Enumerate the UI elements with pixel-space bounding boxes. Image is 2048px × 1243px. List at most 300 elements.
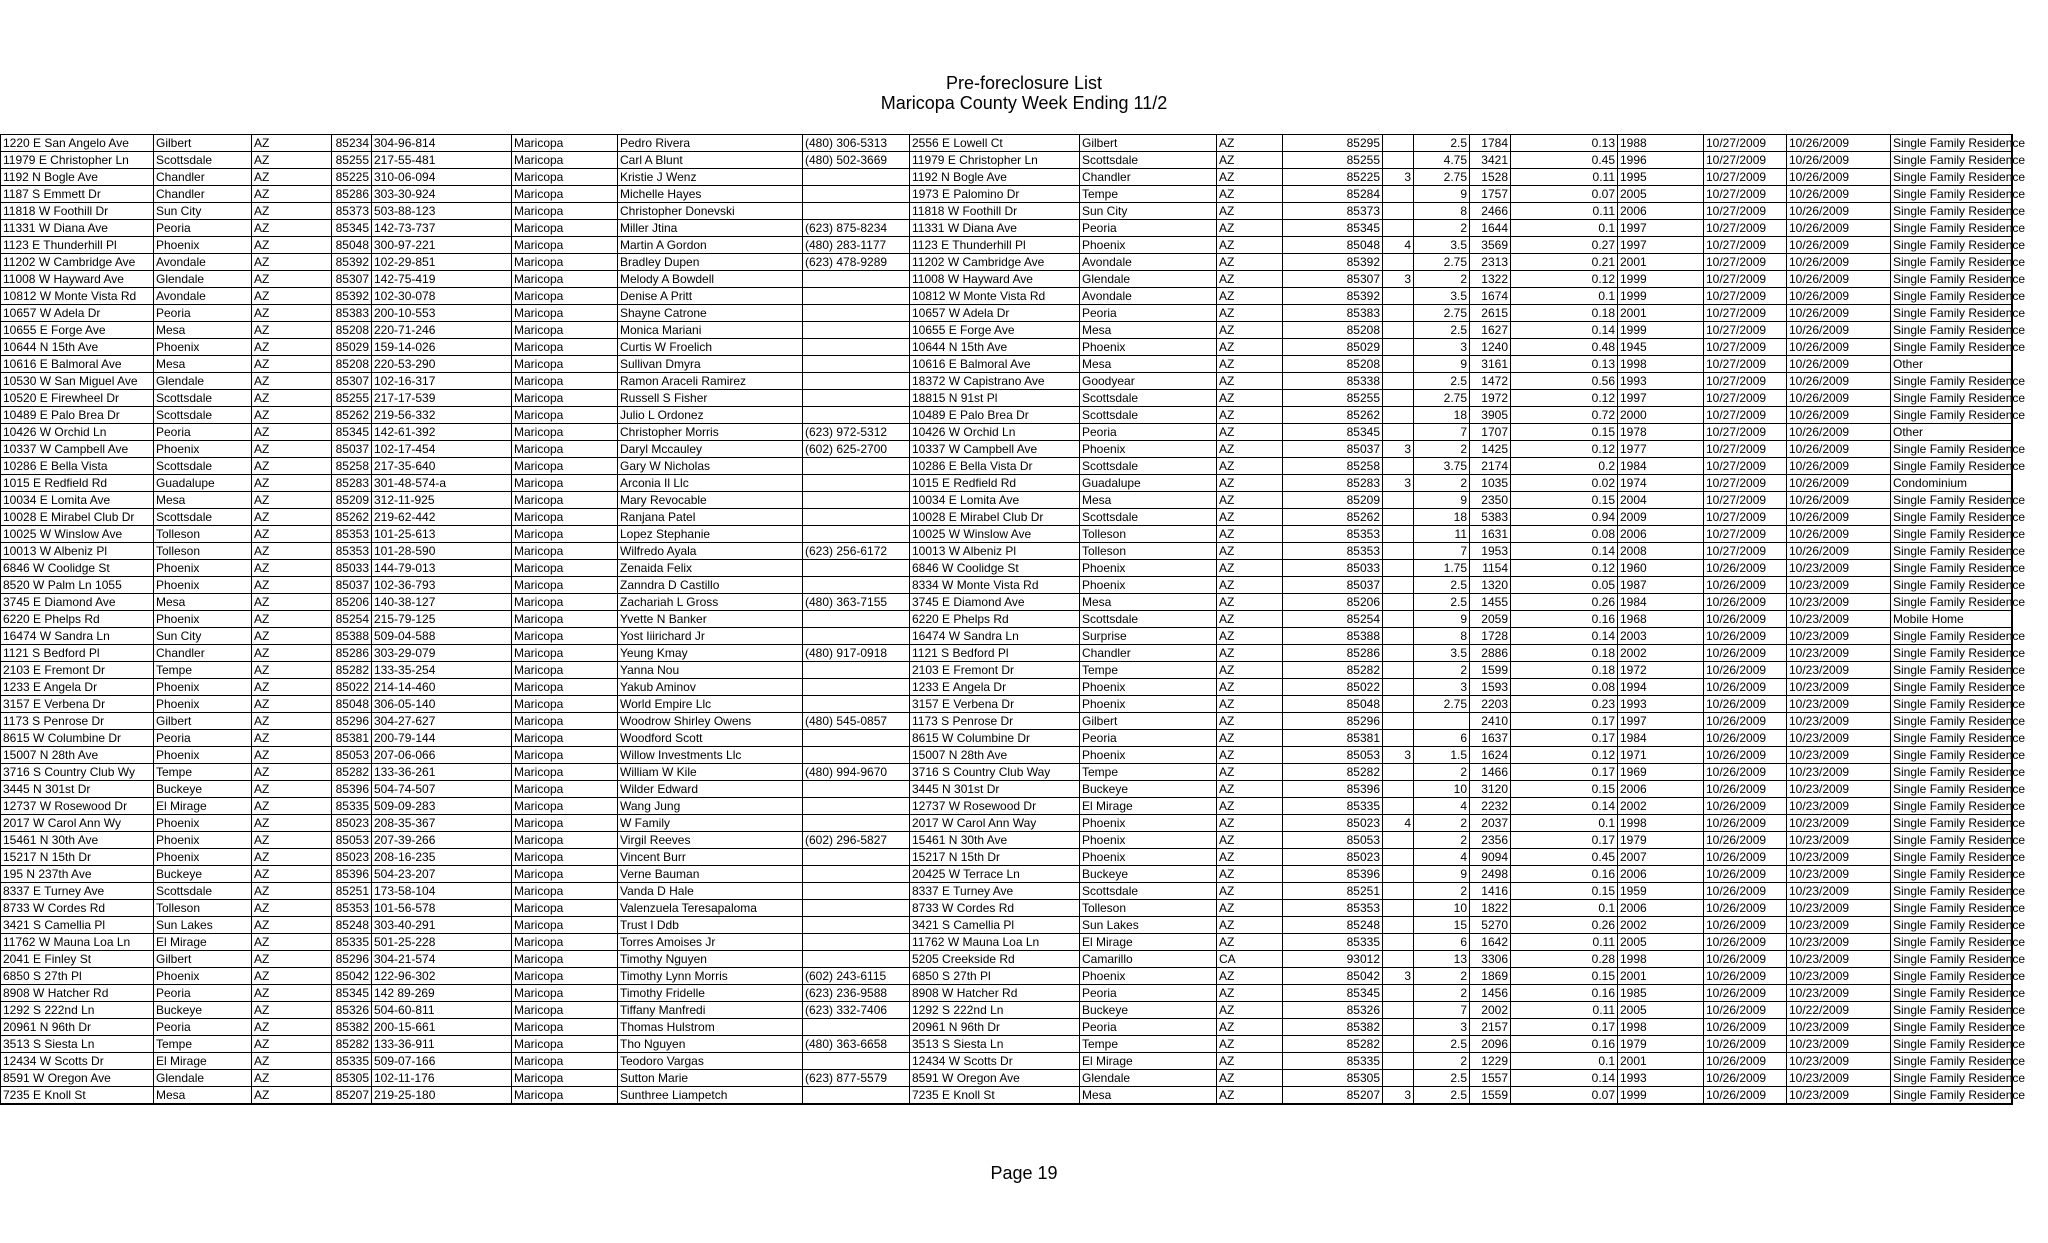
cell-owner-name: Christopher Morris [618, 424, 803, 441]
cell-parcel-number: 303-29-079 [372, 645, 512, 662]
cell-owner-phone: (623) 877-5579 [803, 1070, 910, 1087]
cell-owner-phone: (623) 478-9289 [803, 254, 910, 271]
table-row [1, 985, 2012, 1002]
cell-mailing-zip: 85326 [1283, 1002, 1383, 1019]
cell-owner-name: Zanndra D Castillo [618, 577, 803, 594]
cell-square-feet: 2157 [1470, 1019, 1511, 1036]
cell-bathrooms: 15 [1414, 917, 1470, 934]
page-title: Pre-foreclosure List [945, 73, 1103, 93]
cell-property-address: 12737 W Rosewood Dr [1, 798, 154, 815]
cell-filed-date: 10/23/2009 [1787, 849, 1891, 866]
cell-mailing-state: AZ [1217, 441, 1283, 458]
cell-mailing-address: 1233 E Angela Dr [910, 679, 1080, 696]
cell-bedrooms [1383, 339, 1414, 356]
cell-property-zip: 85248 [332, 917, 372, 934]
cell-mailing-address: 10013 W Albeniz Pl [910, 543, 1080, 560]
cell-county: Maricopa [512, 798, 618, 815]
cell-parcel-number: 101-56-578 [372, 900, 512, 917]
cell-property-address: 10657 W Adela Dr [1, 305, 154, 322]
cell-property-zip: 85345 [332, 424, 372, 441]
cell-property-state: AZ [252, 407, 332, 424]
cell-mailing-state: AZ [1217, 373, 1283, 390]
cell-owner-name: Trust I Ddb [618, 917, 803, 934]
cell-year-built: 1985 [1618, 985, 1704, 1002]
cell-recorded-date: 10/27/2009 [1704, 135, 1787, 152]
cell-owner-name: Yost Iiirichard Jr [618, 628, 803, 645]
cell-filed-date: 10/23/2009 [1787, 934, 1891, 951]
cell-bathrooms: 2 [1414, 220, 1470, 237]
cell-owner-name: Zenaida Felix [618, 560, 803, 577]
preforeclosure-table [0, 134, 2026, 1105]
cell-property-type: Single Family Residence [1891, 1087, 2012, 1105]
cell-parcel-number: 142-61-392 [372, 424, 512, 441]
cell-owner-name: Wang Jung [618, 798, 803, 815]
cell-parcel-number: 122-96-302 [372, 968, 512, 985]
cell-property-state: AZ [252, 458, 332, 475]
cell-parcel-number: 140-38-127 [372, 594, 512, 611]
cell-owner-name: Torres Amoises Jr [618, 934, 803, 951]
cell-filed-date: 10/26/2009 [1787, 169, 1891, 186]
cell-property-city: Buckeye [154, 781, 252, 798]
cell-county: Maricopa [512, 509, 618, 526]
cell-square-feet: 1472 [1470, 373, 1511, 390]
cell-property-address: 8337 E Turney Ave [1, 883, 154, 900]
cell-recorded-date: 10/27/2009 [1704, 271, 1787, 288]
cell-owner-phone: (623) 875-8234 [803, 220, 910, 237]
cell-owner-name: Gary W Nicholas [618, 458, 803, 475]
cell-property-city: Sun Lakes [154, 917, 252, 934]
cell-year-built: 1999 [1618, 271, 1704, 288]
cell-property-address: 11762 W Mauna Loa Ln [1, 934, 154, 951]
cell-property-state: AZ [252, 1070, 332, 1087]
cell-property-address: 6846 W Coolidge St [1, 560, 154, 577]
cell-parcel-number: 304-27-627 [372, 713, 512, 730]
cell-property-zip: 85234 [332, 135, 372, 152]
cell-bedrooms [1383, 305, 1414, 322]
cell-property-address: 1015 E Redfield Rd [1, 475, 154, 492]
cell-recorded-date: 10/26/2009 [1704, 968, 1787, 985]
cell-property-state: AZ [252, 356, 332, 373]
cell-bedrooms [1383, 1036, 1414, 1053]
cell-property-city: Phoenix [154, 849, 252, 866]
cell-mailing-zip: 85023 [1283, 849, 1383, 866]
cell-property-zip: 85286 [332, 186, 372, 203]
cell-bathrooms: 10 [1414, 781, 1470, 798]
table-row [1, 492, 2012, 509]
cell-county: Maricopa [512, 458, 618, 475]
cell-bedrooms [1383, 781, 1414, 798]
cell-square-feet: 2203 [1470, 696, 1511, 713]
cell-property-state: AZ [252, 917, 332, 934]
cell-owner-phone: (480) 502-3669 [803, 152, 910, 169]
cell-lot-acres: 0.1 [1511, 1053, 1618, 1070]
cell-property-type: Single Family Residence [1891, 339, 2012, 356]
table-row [1, 220, 2012, 237]
cell-lot-acres: 0.45 [1511, 152, 1618, 169]
cell-recorded-date: 10/26/2009 [1704, 1087, 1787, 1105]
cell-owner-name: Monica Mariani [618, 322, 803, 339]
cell-mailing-zip: 85022 [1283, 679, 1383, 696]
cell-county: Maricopa [512, 866, 618, 883]
cell-mailing-state: AZ [1217, 968, 1283, 985]
cell-bathrooms: 2.75 [1414, 254, 1470, 271]
cell-mailing-city: Phoenix [1080, 441, 1217, 458]
cell-property-type: Single Family Residence [1891, 237, 2012, 254]
cell-mailing-address: 3716 S Country Club Way [910, 764, 1080, 781]
cell-mailing-address: 1015 E Redfield Rd [910, 475, 1080, 492]
cell-property-state: AZ [252, 628, 332, 645]
cell-square-feet: 1320 [1470, 577, 1511, 594]
cell-recorded-date: 10/26/2009 [1704, 1053, 1787, 1070]
cell-property-state: AZ [252, 509, 332, 526]
cell-owner-phone [803, 390, 910, 407]
cell-bedrooms [1383, 1070, 1414, 1087]
cell-bedrooms [1383, 492, 1414, 509]
cell-year-built: 1998 [1618, 356, 1704, 373]
cell-mailing-zip: 85296 [1283, 713, 1383, 730]
cell-lot-acres: 0.48 [1511, 339, 1618, 356]
cell-owner-phone: (623) 236-9588 [803, 985, 910, 1002]
cell-mailing-state: AZ [1217, 747, 1283, 764]
cell-filed-date: 10/23/2009 [1787, 832, 1891, 849]
cell-mailing-state: AZ [1217, 407, 1283, 424]
cell-property-type: Single Family Residence [1891, 1019, 2012, 1036]
cell-property-type: Single Family Residence [1891, 781, 2012, 798]
cell-bathrooms: 9 [1414, 492, 1470, 509]
cell-property-state: AZ [252, 475, 332, 492]
cell-property-zip: 85033 [332, 560, 372, 577]
cell-property-state: AZ [252, 900, 332, 917]
cell-property-zip: 85037 [332, 441, 372, 458]
table-row [1, 1070, 2012, 1087]
cell-owner-phone [803, 322, 910, 339]
cell-county: Maricopa [512, 730, 618, 747]
cell-mailing-city: Phoenix [1080, 339, 1217, 356]
cell-property-type: Single Family Residence [1891, 815, 2012, 832]
cell-county: Maricopa [512, 305, 618, 322]
cell-parcel-number: 215-79-125 [372, 611, 512, 628]
cell-property-zip: 85207 [332, 1087, 372, 1105]
cell-county: Maricopa [512, 526, 618, 543]
cell-square-feet: 1425 [1470, 441, 1511, 458]
cell-owner-name: Curtis W Froelich [618, 339, 803, 356]
cell-mailing-city: Tempe [1080, 186, 1217, 203]
cell-bedrooms [1383, 203, 1414, 220]
table-row [1, 526, 2012, 543]
cell-square-feet: 1557 [1470, 1070, 1511, 1087]
cell-mailing-address: 8337 E Turney Ave [910, 883, 1080, 900]
cell-property-address: 195 N 237th Ave [1, 866, 154, 883]
cell-bedrooms [1383, 934, 1414, 951]
cell-mailing-city: Phoenix [1080, 968, 1217, 985]
cell-filed-date: 10/26/2009 [1787, 322, 1891, 339]
cell-property-city: Tolleson [154, 900, 252, 917]
cell-recorded-date: 10/27/2009 [1704, 356, 1787, 373]
table-row [1, 475, 2012, 492]
cell-mailing-address: 5205 Creekside Rd [910, 951, 1080, 968]
cell-property-type: Single Family Residence [1891, 492, 2012, 509]
cell-mailing-state: AZ [1217, 1002, 1283, 1019]
table-row [1, 594, 2012, 611]
cell-square-feet: 3905 [1470, 407, 1511, 424]
cell-bathrooms: 3 [1414, 679, 1470, 696]
cell-mailing-city: Gilbert [1080, 713, 1217, 730]
cell-bedrooms [1383, 1002, 1414, 1019]
cell-owner-name: Yvette N Banker [618, 611, 803, 628]
cell-mailing-zip: 85207 [1283, 1087, 1383, 1105]
cell-property-address: 11008 W Hayward Ave [1, 271, 154, 288]
cell-square-feet: 2059 [1470, 611, 1511, 628]
cell-mailing-state: AZ [1217, 458, 1283, 475]
cell-property-zip: 85335 [332, 798, 372, 815]
cell-owner-phone [803, 526, 910, 543]
cell-filed-date: 10/23/2009 [1787, 747, 1891, 764]
cell-owner-name: Shayne Catrone [618, 305, 803, 322]
cell-filed-date: 10/26/2009 [1787, 390, 1891, 407]
cell-property-type: Single Family Residence [1891, 152, 2012, 169]
cell-parcel-number: 102-11-176 [372, 1070, 512, 1087]
table-row [1, 934, 2012, 951]
cell-lot-acres: 0.15 [1511, 968, 1618, 985]
cell-property-city: Phoenix [154, 968, 252, 985]
cell-property-state: AZ [252, 696, 332, 713]
cell-property-address: 20961 N 96th Dr [1, 1019, 154, 1036]
cell-bathrooms: 2.5 [1414, 577, 1470, 594]
cell-owner-name: Thomas Hulstrom [618, 1019, 803, 1036]
cell-bedrooms [1383, 509, 1414, 526]
cell-mailing-zip: 85048 [1283, 237, 1383, 254]
cell-bathrooms: 9 [1414, 356, 1470, 373]
cell-mailing-state: AZ [1217, 560, 1283, 577]
cell-recorded-date: 10/26/2009 [1704, 696, 1787, 713]
cell-property-address: 2103 E Fremont Dr [1, 662, 154, 679]
cell-lot-acres: 0.14 [1511, 798, 1618, 815]
table-row [1, 611, 2012, 628]
cell-property-state: AZ [252, 373, 332, 390]
cell-county: Maricopa [512, 696, 618, 713]
cell-owner-phone [803, 1019, 910, 1036]
cell-year-built: 1974 [1618, 475, 1704, 492]
cell-parcel-number: 173-58-104 [372, 883, 512, 900]
cell-mailing-state: AZ [1217, 764, 1283, 781]
cell-owner-name: Vincent Burr [618, 849, 803, 866]
cell-bathrooms: 2 [1414, 815, 1470, 832]
cell-county: Maricopa [512, 288, 618, 305]
cell-filed-date: 10/26/2009 [1787, 543, 1891, 560]
cell-mailing-address: 1123 E Thunderhill Pl [910, 237, 1080, 254]
cell-parcel-number: 219-25-180 [372, 1087, 512, 1105]
cell-property-address: 2041 E Finley St [1, 951, 154, 968]
cell-owner-name: Mary Revocable [618, 492, 803, 509]
cell-recorded-date: 10/27/2009 [1704, 407, 1787, 424]
cell-square-feet: 1624 [1470, 747, 1511, 764]
cell-bedrooms [1383, 560, 1414, 577]
cell-square-feet: 2002 [1470, 1002, 1511, 1019]
cell-property-state: AZ [252, 645, 332, 662]
table-row [1, 543, 2012, 560]
cell-property-type: Single Family Residence [1891, 730, 2012, 747]
cell-year-built: 1998 [1618, 1019, 1704, 1036]
cell-bedrooms [1383, 628, 1414, 645]
cell-mailing-zip: 85373 [1283, 203, 1383, 220]
cell-property-state: AZ [252, 237, 332, 254]
cell-mailing-state: AZ [1217, 781, 1283, 798]
cell-year-built: 2006 [1618, 526, 1704, 543]
cell-recorded-date: 10/26/2009 [1704, 1019, 1787, 1036]
cell-filed-date: 10/23/2009 [1787, 628, 1891, 645]
cell-bedrooms [1383, 866, 1414, 883]
cell-lot-acres: 0.17 [1511, 730, 1618, 747]
cell-county: Maricopa [512, 441, 618, 458]
cell-mailing-zip: 85053 [1283, 832, 1383, 849]
cell-county: Maricopa [512, 237, 618, 254]
cell-bathrooms: 8 [1414, 203, 1470, 220]
cell-mailing-city: Phoenix [1080, 696, 1217, 713]
cell-property-zip: 85262 [332, 509, 372, 526]
cell-property-address: 3421 S Camellia Pl [1, 917, 154, 934]
cell-property-city: Phoenix [154, 237, 252, 254]
cell-property-type: Single Family Residence [1891, 1053, 2012, 1070]
cell-mailing-state: AZ [1217, 866, 1283, 883]
cell-owner-phone [803, 1087, 910, 1105]
cell-county: Maricopa [512, 917, 618, 934]
cell-mailing-address: 10025 W Winslow Ave [910, 526, 1080, 543]
cell-property-zip: 85053 [332, 747, 372, 764]
cell-year-built: 1998 [1618, 815, 1704, 832]
cell-mailing-zip: 85208 [1283, 356, 1383, 373]
cell-mailing-address: 12737 W Rosewood Dr [910, 798, 1080, 815]
cell-year-built: 1945 [1618, 339, 1704, 356]
cell-square-feet: 2356 [1470, 832, 1511, 849]
cell-lot-acres: 0.12 [1511, 441, 1618, 458]
cell-bedrooms [1383, 849, 1414, 866]
cell-property-zip: 85392 [332, 288, 372, 305]
cell-lot-acres: 0.12 [1511, 271, 1618, 288]
cell-lot-acres: 0.17 [1511, 1019, 1618, 1036]
cell-property-address: 10025 W Winslow Ave [1, 526, 154, 543]
cell-bathrooms: 10 [1414, 900, 1470, 917]
cell-property-address: 10034 E Lomita Ave [1, 492, 154, 509]
cell-property-city: Sun City [154, 628, 252, 645]
cell-owner-name: Christopher Donevski [618, 203, 803, 220]
cell-year-built: 1997 [1618, 237, 1704, 254]
cell-lot-acres: 0.1 [1511, 288, 1618, 305]
cell-square-feet: 1631 [1470, 526, 1511, 543]
cell-property-state: AZ [252, 322, 332, 339]
cell-property-city: Phoenix [154, 815, 252, 832]
cell-year-built: 2006 [1618, 781, 1704, 798]
cell-bedrooms [1383, 1019, 1414, 1036]
cell-mailing-city: Gilbert [1080, 135, 1217, 152]
cell-bedrooms: 3 [1383, 968, 1414, 985]
cell-lot-acres: 0.21 [1511, 254, 1618, 271]
cell-recorded-date: 10/26/2009 [1704, 866, 1787, 883]
cell-bedrooms: 3 [1383, 169, 1414, 186]
cell-parcel-number: 133-36-261 [372, 764, 512, 781]
cell-square-feet: 1240 [1470, 339, 1511, 356]
cell-mailing-city: Avondale [1080, 254, 1217, 271]
cell-mailing-zip: 85383 [1283, 305, 1383, 322]
cell-owner-phone [803, 492, 910, 509]
cell-square-feet: 1035 [1470, 475, 1511, 492]
cell-property-state: AZ [252, 254, 332, 271]
cell-owner-phone [803, 781, 910, 798]
cell-bathrooms: 6 [1414, 934, 1470, 951]
cell-recorded-date: 10/27/2009 [1704, 305, 1787, 322]
cell-mailing-address: 3745 E Diamond Ave [910, 594, 1080, 611]
cell-owner-phone [803, 339, 910, 356]
cell-lot-acres: 0.11 [1511, 203, 1618, 220]
cell-owner-phone [803, 951, 910, 968]
cell-property-type: Single Family Residence [1891, 696, 2012, 713]
cell-mailing-zip: 85345 [1283, 985, 1383, 1002]
cell-property-address: 1121 S Bedford Pl [1, 645, 154, 662]
cell-filed-date: 10/23/2009 [1787, 1019, 1891, 1036]
cell-property-zip: 85023 [332, 849, 372, 866]
cell-owner-phone [803, 662, 910, 679]
cell-parcel-number: 504-23-207 [372, 866, 512, 883]
cell-county: Maricopa [512, 492, 618, 509]
cell-recorded-date: 10/26/2009 [1704, 1002, 1787, 1019]
cell-mailing-city: Sun City [1080, 203, 1217, 220]
cell-property-type: Single Family Residence [1891, 1036, 2012, 1053]
cell-lot-acres: 0.13 [1511, 356, 1618, 373]
cell-filed-date: 10/23/2009 [1787, 798, 1891, 815]
cell-property-type: Single Family Residence [1891, 577, 2012, 594]
table-row [1, 951, 2012, 968]
cell-mailing-zip: 85284 [1283, 186, 1383, 203]
cell-property-state: AZ [252, 798, 332, 815]
cell-square-feet: 2174 [1470, 458, 1511, 475]
cell-owner-phone [803, 747, 910, 764]
cell-mailing-zip: 85382 [1283, 1019, 1383, 1036]
cell-bedrooms [1383, 985, 1414, 1002]
cell-filed-date: 10/26/2009 [1787, 373, 1891, 390]
cell-bathrooms: 3.5 [1414, 645, 1470, 662]
cell-owner-name: Yakub Aminov [618, 679, 803, 696]
cell-property-address: 10286 E Bella Vista [1, 458, 154, 475]
cell-property-zip: 85396 [332, 781, 372, 798]
cell-square-feet: 1322 [1470, 271, 1511, 288]
cell-bathrooms: 18 [1414, 509, 1470, 526]
cell-filed-date: 10/26/2009 [1787, 424, 1891, 441]
cell-mailing-zip: 85037 [1283, 441, 1383, 458]
table-row [1, 730, 2012, 747]
cell-mailing-zip: 85282 [1283, 1036, 1383, 1053]
cell-parcel-number: 207-39-266 [372, 832, 512, 849]
cell-mailing-city: Tempe [1080, 764, 1217, 781]
cell-filed-date: 10/26/2009 [1787, 356, 1891, 373]
cell-county: Maricopa [512, 985, 618, 1002]
cell-mailing-state: AZ [1217, 271, 1283, 288]
cell-mailing-address: 1192 N Bogle Ave [910, 169, 1080, 186]
cell-parcel-number: 509-09-283 [372, 798, 512, 815]
cell-parcel-number: 102-16-317 [372, 373, 512, 390]
cell-parcel-number: 159-14-026 [372, 339, 512, 356]
cell-mailing-city: Scottsdale [1080, 883, 1217, 900]
cell-mailing-state: AZ [1217, 798, 1283, 815]
cell-county: Maricopa [512, 747, 618, 764]
cell-parcel-number: 214-14-460 [372, 679, 512, 696]
cell-lot-acres: 0.72 [1511, 407, 1618, 424]
cell-mailing-address: 8908 W Hatcher Rd [910, 985, 1080, 1002]
cell-mailing-city: Camarillo [1080, 951, 1217, 968]
cell-county: Maricopa [512, 662, 618, 679]
cell-county: Maricopa [512, 373, 618, 390]
table-row [1, 424, 2012, 441]
cell-year-built: 1993 [1618, 1070, 1704, 1087]
table-row [1, 883, 2012, 900]
